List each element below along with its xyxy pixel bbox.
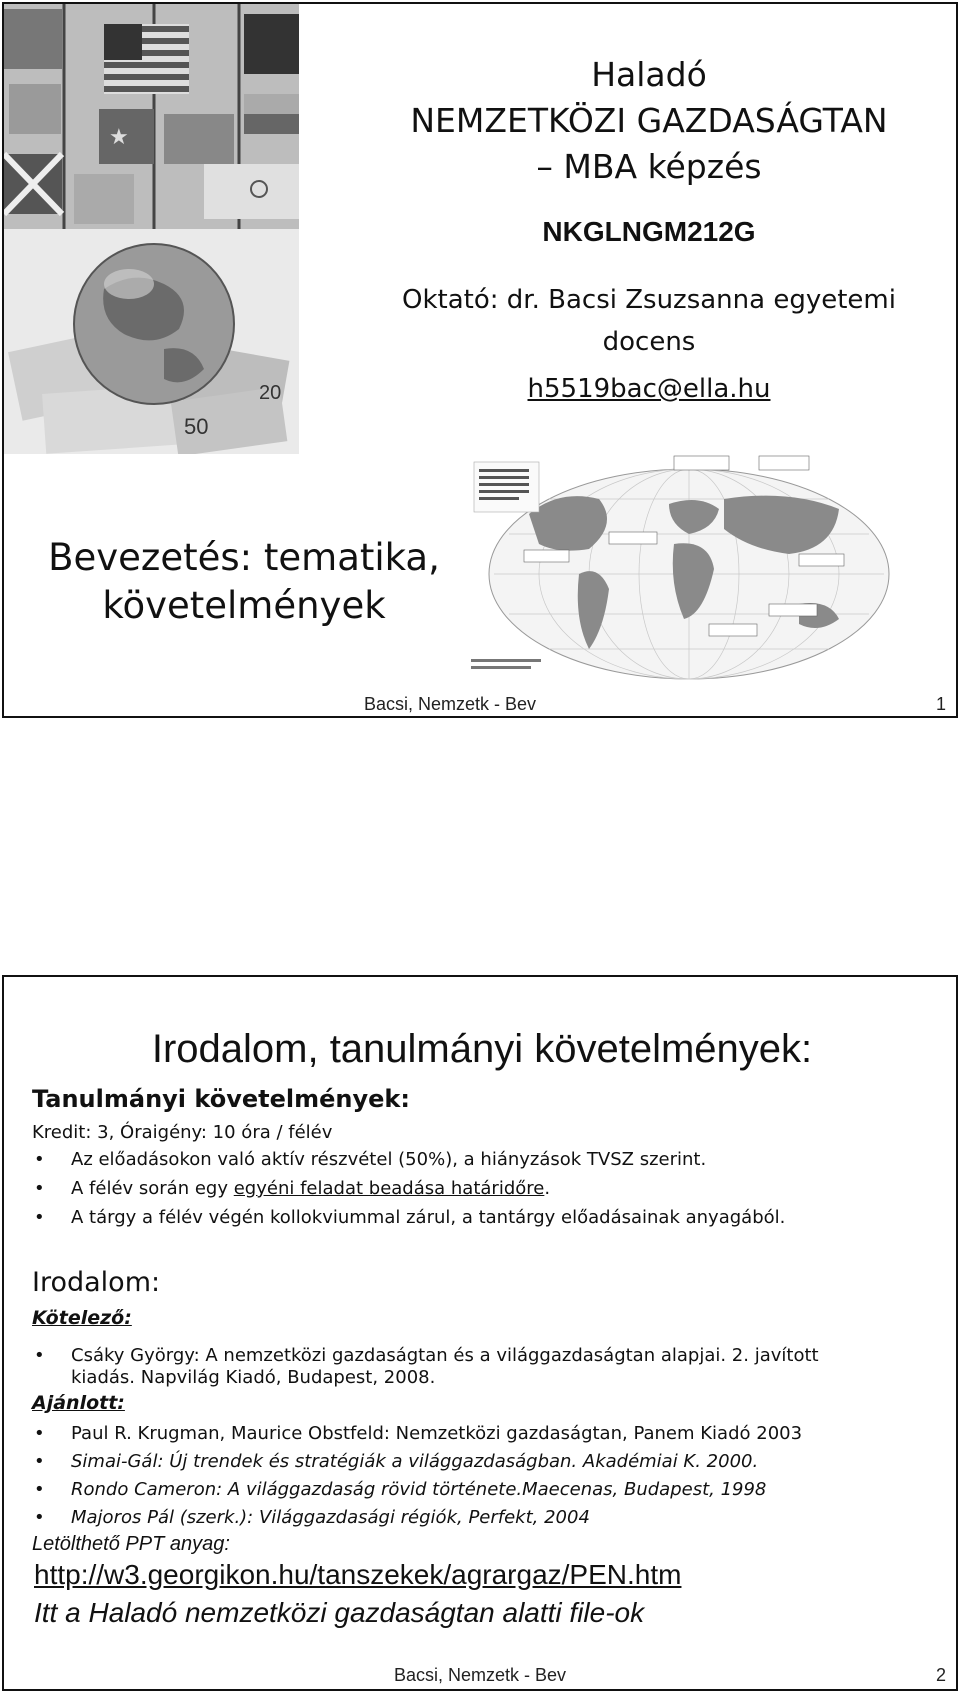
recommended-item-4: Majoros Pál (szerk.): Világgazdasági régiók, Perfekt, 2004 [71, 1507, 590, 1528]
requirement-item-2-start: A félév során egy [71, 1178, 234, 1199]
bullet: • [34, 1178, 45, 1199]
bullet: • [34, 1207, 45, 1228]
requirements-heading: Tanulmányi követelmények: [32, 1085, 410, 1113]
mandatory-item-line-1: Csáky György: A nemzetközi gazdaságtan és a világgazdaságtan alapjai. 2. javított [71, 1345, 819, 1366]
teacher-info [344, 279, 954, 363]
recommended-item-3: Rondo Cameron: A világgazdaság rövid története.Maecenas, Budapest, 1998 [71, 1479, 767, 1500]
slide-2 [2, 975, 958, 1691]
requirement-item-3: A tárgy a félév végén kollokviummal zárul, a tantárgy előadásainak anyagából. [71, 1207, 786, 1228]
world-map-image [469, 454, 899, 692]
bullet: • [34, 1451, 45, 1472]
recommended-label: Ajánlott: [32, 1392, 125, 1414]
slide-1 [2, 2, 958, 718]
bullet: • [34, 1345, 45, 1366]
svg-text:20: 20 [259, 382, 282, 404]
slide-footer-number: 1 [936, 694, 947, 714]
course-title [344, 52, 954, 190]
download-note: Itt a Haladó nemzetközi gazdaságtan alatti file-ok [34, 1597, 645, 1628]
subtitle-line-1: Bevezetés: tematika, [48, 536, 440, 579]
svg-text:★: ★ [109, 124, 129, 149]
requirement-item-2 [71, 1178, 550, 1199]
requirement-item-2-end: . [544, 1178, 551, 1199]
bullet: • [34, 1423, 45, 1444]
subtitle-line-2: követelmények [102, 584, 386, 627]
mandatory-item-line-2: kiadás. Napvilág Kiadó, Budapest, 2008. [71, 1367, 436, 1388]
requirement-item-1: Az előadásokon való aktív részvétel (50%), a hiányzások TVSZ szerint. [71, 1149, 707, 1170]
course-code: NKGLNGM212G [542, 216, 756, 247]
requirement-item-2-underlined: egyéni feladat beadása határidőre [233, 1178, 545, 1199]
course-title-line-1: Haladó [591, 55, 707, 94]
credit-line: Kredit: 3, Óraigény: 10 óra / félév [32, 1122, 333, 1143]
svg-text:50: 50 [184, 414, 209, 439]
literature-heading: Irodalom: [32, 1267, 161, 1298]
recommended-item-1: Paul R. Krugman, Maurice Obstfeld: Nemzetközi gazdaságtan, Panem Kiadó 2003 [71, 1423, 803, 1444]
download-label: Letölthető PPT anyag: [32, 1533, 230, 1555]
course-title-line-3: – MBA képzés [536, 147, 762, 186]
teacher-email-link[interactable]: h5519bac@ella.hu [527, 374, 771, 404]
bullet: • [34, 1149, 45, 1170]
flags-photo [4, 4, 299, 229]
mandatory-label: Kötelező: [32, 1307, 132, 1329]
teacher-line-1: Oktató: dr. Bacsi Zsuzsanna egyetemi [402, 285, 896, 315]
slide-footer: Bacsi, Nemzetk - Bev [394, 1665, 567, 1685]
course-title-line-2: NEMZETKÖZI GAZDASÁGTAN [410, 101, 888, 140]
slide-footer: Bacsi, Nemzetk - Bev [364, 694, 537, 714]
recommended-item-2: Simai-Gál: Új trendek és stratégiák a világgazdaságban. Akadémiai K. 2000. [71, 1451, 759, 1472]
teacher-line-2: docens [602, 327, 696, 357]
bullet: • [34, 1479, 45, 1500]
download-link[interactable]: http://w3.georgikon.hu/tanszekek/agrargaz/PEN.htm [34, 1559, 682, 1590]
slide-footer-number: 2 [936, 1665, 947, 1685]
bullet: • [34, 1507, 45, 1528]
slide-title: Irodalom, tanulmányi követelmények: [151, 1027, 813, 1071]
globe-money-photo [4, 229, 299, 454]
slide-subtitle [14, 534, 474, 630]
